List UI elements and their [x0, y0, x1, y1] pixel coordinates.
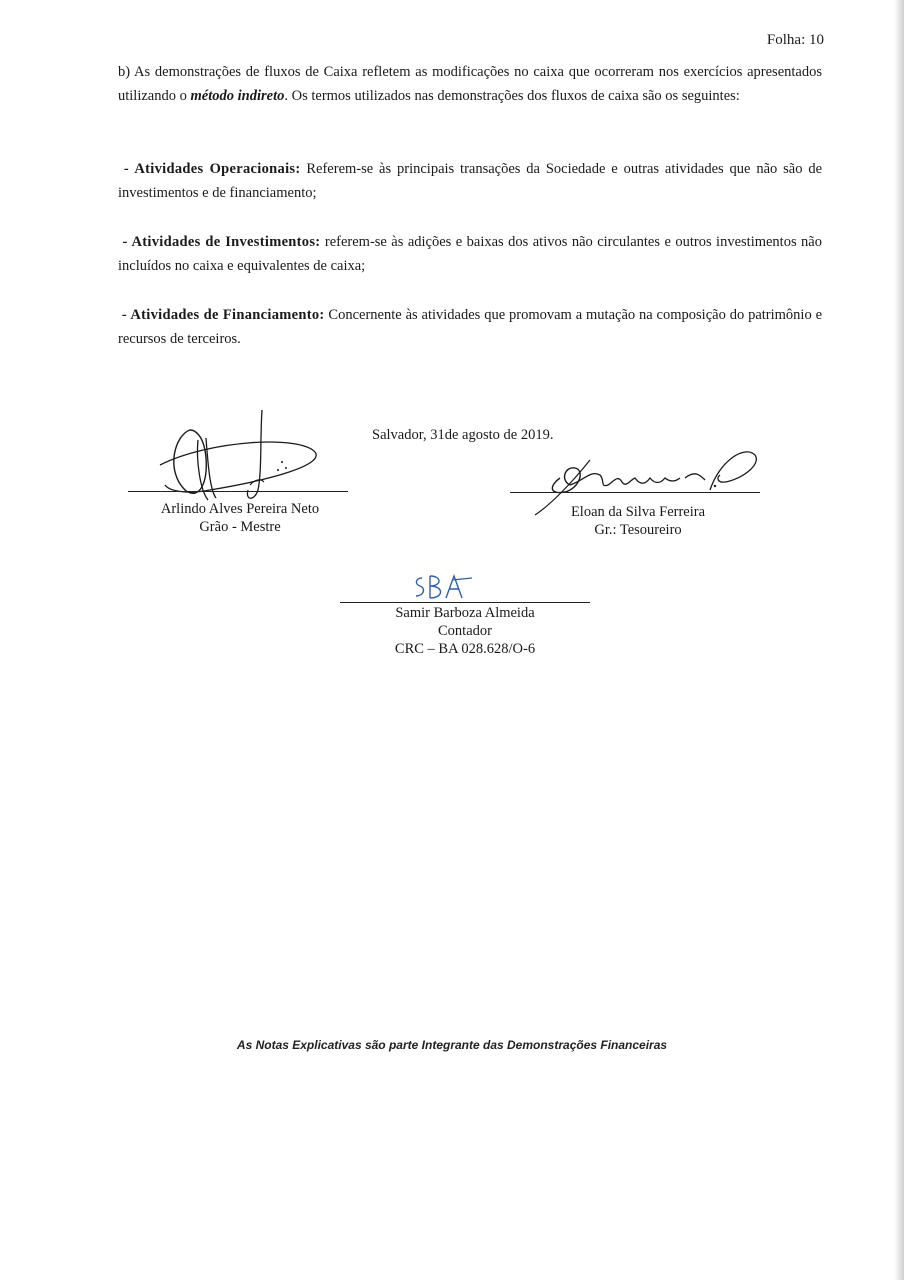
signatory-name-tesoureiro: Eloan da Silva Ferreira [570, 504, 706, 520]
footer-note: As Notas Explicativas são parte Integrante das Demonstrações Financeiras [236, 1038, 668, 1052]
financing-text: Concernente às atividades que promovam a mutação na composição do patrimônio e recursos de terceiros. [118, 307, 823, 347]
signatory-role-tesoureiro: Gr.: Tesoureiro [594, 522, 682, 538]
paragraph-operational-activities [118, 157, 822, 205]
signatory-name-grao-mestre: Arlindo Alves Pereira Neto [160, 501, 320, 517]
signatory-name-contador: Samir Barboza Almeida [395, 605, 535, 621]
signature-line-grao-mestre [128, 491, 348, 492]
date-line: Salvador, 31de agosto de 2019. [372, 427, 554, 443]
signature-contador [408, 572, 478, 606]
page-number: Folha: 10 [766, 32, 824, 48]
page-edge [894, 0, 904, 1280]
signature-line-tesoureiro [510, 492, 760, 493]
paragraph-investment-activities [118, 230, 822, 278]
signatory-contador [365, 604, 565, 658]
signatory-grao-mestre [140, 500, 340, 536]
signatory-role-grao-mestre: Grão - Mestre [199, 519, 281, 535]
paragraph-b-prefix: b) As demonstrações de fluxos de Caixa refletem as modificações no caixa que ocorreram nos exercícios apresentados utilizando o [118, 64, 822, 104]
investment-title: - Atividades de Investimentos: [122, 234, 321, 250]
signatory-tesoureiro [538, 503, 738, 539]
paragraph-b-suffix: . Os termos utilizados nas demonstrações dos fluxos de caixa são os seguintes: [284, 88, 740, 104]
operational-text: Referem-se às principais transações da Sociedade e outras atividades que não são de investimentos e de financiamento; [118, 161, 823, 201]
investment-text: referem-se às adições e baixas dos ativos não circulantes e outros investimentos não incluídos no caixa e equivalentes de caixa; [118, 234, 822, 274]
signatory-role-contador: Contador [438, 623, 492, 639]
signatory-registration-contador: CRC – BA 028.628/O-6 [394, 641, 536, 657]
paragraph-cash-flow-method [118, 60, 822, 108]
method-emphasis: método indireto [190, 88, 285, 104]
financing-title: - Atividades de Financiamento: [121, 307, 325, 323]
operational-title: - Atividades Operacionais: [123, 161, 301, 177]
signature-line-contador [340, 602, 590, 603]
paragraph-financing-activities [118, 303, 822, 351]
